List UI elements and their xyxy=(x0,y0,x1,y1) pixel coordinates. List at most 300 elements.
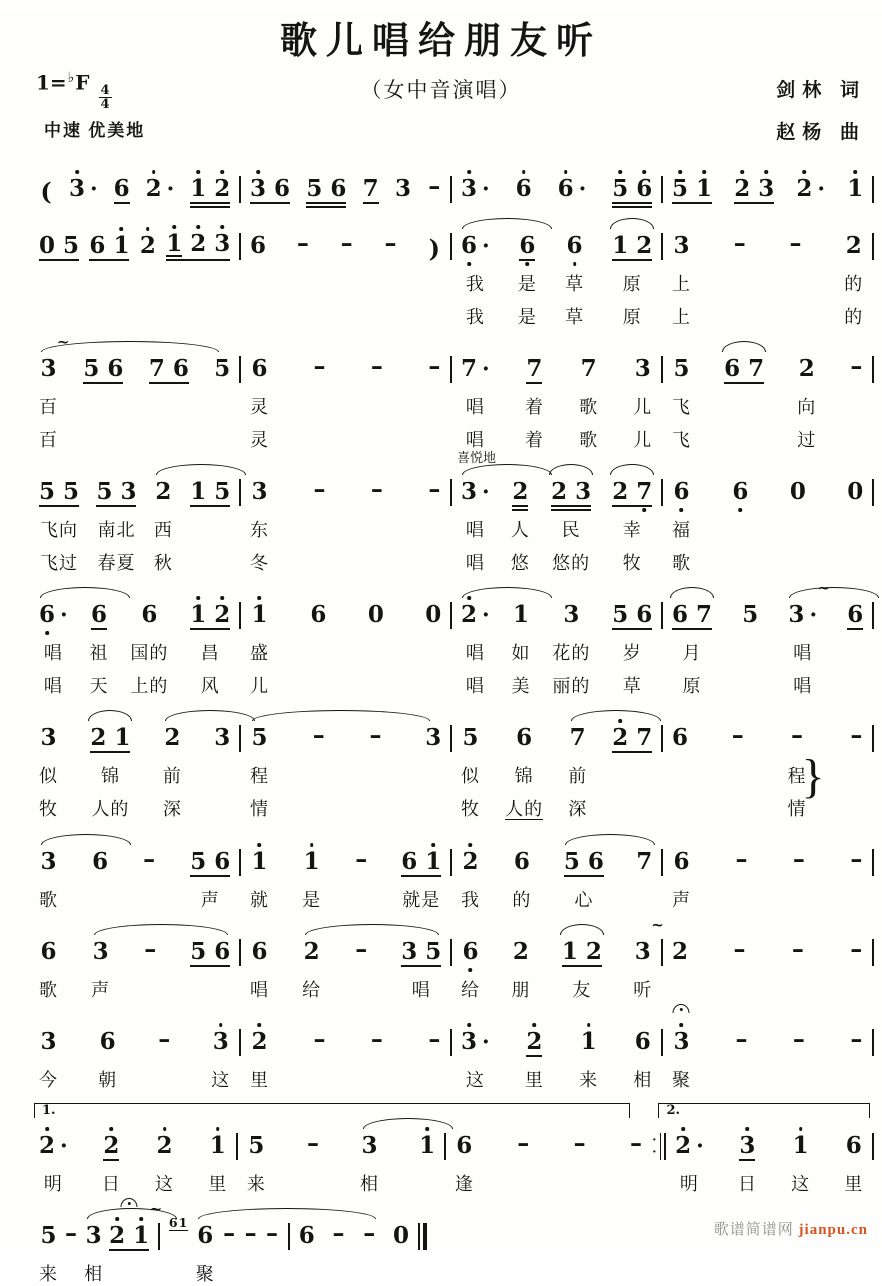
note-token xyxy=(310,586,326,696)
note-digit: 5 xyxy=(40,1222,57,1249)
lyric-syllable xyxy=(316,795,322,819)
lyric-syllable: 程 xyxy=(787,766,807,786)
measure xyxy=(290,1207,418,1284)
slur-arc xyxy=(610,218,654,229)
lyric-syllable xyxy=(432,549,438,573)
note-token xyxy=(39,333,70,450)
lyric-syllable xyxy=(220,795,226,819)
note-digit: 3 xyxy=(68,175,85,202)
note-digit: 0 xyxy=(367,601,384,628)
lyric-syllable xyxy=(220,393,226,417)
note-digit: 5 xyxy=(673,355,690,382)
note-digit: 7 xyxy=(580,355,597,382)
note-digit: 2 xyxy=(798,355,815,382)
duration-dash: – xyxy=(789,217,803,327)
lyric-syllable: 声 xyxy=(672,890,691,910)
measure xyxy=(30,1200,163,1284)
note-digit: 3 xyxy=(394,175,411,202)
measure xyxy=(663,1013,872,1090)
note-digit: 1 xyxy=(133,1222,150,1249)
fermata-icon xyxy=(673,1004,690,1013)
lyric-syllable xyxy=(317,393,323,417)
note-digit: 7 xyxy=(636,478,653,505)
lyric-syllable: 儿 xyxy=(250,676,269,696)
note-token xyxy=(512,586,531,696)
lyric-syllable xyxy=(796,886,802,910)
repeat-barline: · · xyxy=(652,1133,666,1160)
note-digit: 2 xyxy=(156,1132,173,1159)
lyric-syllable xyxy=(68,1260,74,1284)
note-digit: 2 xyxy=(103,1132,120,1159)
note-digit: 6 xyxy=(39,601,56,628)
measure xyxy=(663,160,872,204)
note-digit: 3 xyxy=(361,1132,378,1159)
measure xyxy=(241,923,450,1000)
barline xyxy=(872,725,874,752)
measure xyxy=(241,340,450,450)
note-digit: 0 xyxy=(847,478,864,505)
note-digit: 6 xyxy=(847,601,864,628)
lyric-syllable: 歌 xyxy=(579,430,599,450)
note-digit: 2 xyxy=(845,232,862,259)
note-digit: 7 xyxy=(362,175,379,202)
duration-dash: – xyxy=(734,833,748,910)
note-group xyxy=(190,160,230,204)
measure xyxy=(663,833,872,910)
note-digit: 5 xyxy=(63,232,80,259)
lyric-syllable: 如 xyxy=(511,643,531,663)
lyric-syllable: 唱 xyxy=(793,643,813,663)
lyric-syllable xyxy=(269,1260,275,1284)
lyric-syllable: 祖 xyxy=(89,643,109,663)
note-token xyxy=(98,1013,117,1090)
lyric-syllable: 前 xyxy=(568,766,588,786)
note-digit: 2 xyxy=(139,232,156,259)
lyric-syllable xyxy=(56,303,62,327)
note-digit: 2 xyxy=(90,724,107,751)
measure xyxy=(30,833,239,910)
note-digit: 2 xyxy=(636,232,653,259)
slur-arc xyxy=(462,464,552,475)
measure xyxy=(452,1013,661,1090)
note-token xyxy=(565,217,584,327)
lyric-syllable: 声 xyxy=(200,890,220,910)
note-digit: 6 xyxy=(172,355,189,382)
duration-dash: – xyxy=(143,923,157,1000)
score xyxy=(0,154,882,1284)
staff-system xyxy=(30,1200,427,1284)
note-group xyxy=(612,217,652,327)
lyric-syllable: 上 xyxy=(672,274,691,294)
lyric-syllable: 是 xyxy=(302,890,322,910)
lyric-syllable xyxy=(520,1170,526,1194)
fermata-icon xyxy=(121,1198,138,1207)
note-digit: 5 xyxy=(612,601,629,628)
measure xyxy=(241,1013,450,1090)
staff-system xyxy=(30,579,874,696)
lyric-syllable: 飞向 xyxy=(40,520,79,540)
lyric-syllable xyxy=(374,549,380,573)
volta-bracket: 1. xyxy=(34,1103,630,1118)
barline xyxy=(872,479,874,506)
note-token xyxy=(461,340,490,450)
note-digit: 2 xyxy=(551,478,568,505)
note-digit: 1 xyxy=(425,848,442,875)
note-token xyxy=(39,1013,58,1090)
note-digit: 5 xyxy=(214,355,231,382)
lyric-syllable xyxy=(373,672,379,696)
note-digit: 2 xyxy=(303,938,320,965)
lyric-syllable: 里 xyxy=(844,1174,864,1194)
measure xyxy=(238,1117,444,1194)
lyric-syllable: 唱 xyxy=(465,430,485,450)
note-token xyxy=(250,217,266,327)
staff-system xyxy=(30,833,874,910)
lyric-syllable xyxy=(741,393,747,417)
duration-dash: – xyxy=(362,1207,376,1284)
note-group xyxy=(250,160,290,204)
note-token xyxy=(91,923,110,1000)
lyric-syllable xyxy=(196,303,202,327)
lyric-syllable xyxy=(317,426,323,450)
measure xyxy=(160,1207,288,1284)
note-digit: 1 xyxy=(114,724,131,751)
note-token xyxy=(155,1117,174,1194)
note-digit: 1 xyxy=(190,175,207,202)
lyric-syllable xyxy=(739,1066,745,1090)
duration-dash: – xyxy=(849,833,863,910)
slur-arc xyxy=(560,924,604,935)
measure xyxy=(30,160,239,204)
note-digit: 1 xyxy=(251,601,268,628)
lyric-syllable xyxy=(373,639,379,663)
staff-system xyxy=(30,160,874,204)
note-digit: 2 xyxy=(190,230,207,257)
note-token xyxy=(302,923,321,1000)
duration-dash: – 程 情 } xyxy=(787,720,825,819)
note-digit: 6 xyxy=(197,1222,214,1249)
duration-dash: – xyxy=(573,1117,587,1194)
note-token xyxy=(395,160,411,204)
lyric-syllable: 国的 xyxy=(130,643,169,663)
note-group xyxy=(190,586,230,696)
lyric-syllable: 情 xyxy=(250,799,269,819)
note-token xyxy=(102,1117,121,1194)
lyric-syllable: 草 xyxy=(565,307,585,327)
lyric-syllable: 飞过 xyxy=(40,553,79,573)
staff-system xyxy=(30,916,874,1000)
staff-system xyxy=(30,709,874,820)
note-digit: 5 xyxy=(462,724,479,751)
lyric-syllable: 盛 xyxy=(250,643,269,663)
trill-icon: ~ xyxy=(817,579,831,597)
note-token xyxy=(90,586,109,696)
note-token xyxy=(672,463,691,573)
time-signature-top: 4 xyxy=(100,82,110,98)
note-digit: 2 xyxy=(612,724,629,751)
note-digit: 6 xyxy=(845,1132,862,1159)
lyric-syllable xyxy=(431,762,437,786)
note-group xyxy=(306,160,346,204)
note-digit: 6 xyxy=(92,848,109,875)
note-digit: 1 xyxy=(113,232,130,259)
note-token xyxy=(791,1117,810,1194)
note-token xyxy=(461,709,480,819)
lyric-syllable: 丽的 xyxy=(552,676,591,696)
lyric-syllable: 昌 xyxy=(200,643,220,663)
note-digit: 1 xyxy=(792,1132,809,1159)
lyric-syllable: 西 xyxy=(153,520,173,540)
watermark-url: jianpu.cn xyxy=(798,1222,868,1238)
lyric-syllable xyxy=(316,639,322,663)
note-digit: 3 xyxy=(461,175,478,202)
note-token xyxy=(579,340,598,450)
note-digit: 6 xyxy=(462,938,479,965)
lyric-syllable xyxy=(147,976,153,1000)
note-token xyxy=(425,709,441,819)
note-digit: 6 xyxy=(214,848,231,875)
lyric-syllable: 歌 xyxy=(672,553,691,573)
slur-arc xyxy=(462,218,552,229)
note-group xyxy=(190,833,230,910)
duration-dash: – xyxy=(849,709,863,819)
duration-dash: – xyxy=(354,923,368,1000)
note-digit: 3 xyxy=(214,230,231,257)
lyric-syllable xyxy=(431,795,437,819)
note-digit: 5 xyxy=(251,724,268,751)
lyric-syllable xyxy=(735,795,741,819)
lyric-syllable: 心 xyxy=(574,890,594,910)
note-digit: 6 xyxy=(516,724,533,751)
final-barline xyxy=(418,1223,427,1250)
augmentation-dot: · xyxy=(817,176,826,202)
note-token xyxy=(419,1117,435,1194)
note-token xyxy=(525,1013,544,1090)
duration-dash: – xyxy=(428,171,441,200)
lyric-syllable xyxy=(432,303,438,327)
lyric-syllable xyxy=(737,303,743,327)
rest-note xyxy=(425,586,441,696)
lyric-syllable: 就 xyxy=(250,890,269,910)
note-token xyxy=(299,1207,315,1284)
note-digit: 3 xyxy=(401,938,418,965)
measure xyxy=(241,217,450,327)
lyric-syllable: 民 xyxy=(561,520,581,540)
note-group xyxy=(562,923,602,1000)
volta-bracket: 2. xyxy=(658,1103,870,1118)
note-group xyxy=(672,160,712,204)
duration-dash: – xyxy=(312,463,326,573)
lyric-syllable xyxy=(176,1260,182,1284)
note-digit: 7 xyxy=(461,355,478,382)
note-digit: 0 xyxy=(425,601,442,628)
note-group xyxy=(564,833,604,910)
lyric-syllable xyxy=(107,270,113,294)
lyric-syllable xyxy=(101,426,107,450)
note-token xyxy=(672,833,691,910)
note-token xyxy=(211,1013,230,1090)
lyric-syllable: 给 xyxy=(461,980,480,1000)
note-digit: 6 xyxy=(515,175,532,202)
measure xyxy=(30,1013,239,1090)
note-digit: 3 xyxy=(461,478,478,505)
note-token xyxy=(461,160,490,204)
lyric-syllable xyxy=(317,516,323,540)
lyric-syllable: 的 xyxy=(844,274,864,294)
duration-dash: – xyxy=(791,923,805,1000)
lyric-syllable xyxy=(432,426,438,450)
note-token xyxy=(250,709,269,819)
note-digit: 1 xyxy=(303,848,320,875)
staff-system xyxy=(30,1103,874,1194)
barline xyxy=(872,939,874,966)
note-digit: 5 xyxy=(672,175,689,202)
watermark-site: 歌谱简谱网 xyxy=(713,1222,794,1238)
lyric-syllable xyxy=(317,1066,323,1090)
note-digit: 6 xyxy=(89,232,106,259)
note-token xyxy=(250,463,269,573)
measure xyxy=(452,160,661,204)
composer-credit: 赵杨 曲 xyxy=(776,121,866,143)
note-digit: 6 xyxy=(566,232,583,259)
lyric-syllable xyxy=(107,303,113,327)
lyric-syllable xyxy=(854,886,860,910)
lyric-syllable xyxy=(747,639,753,663)
credits xyxy=(776,70,866,154)
measure xyxy=(30,709,239,819)
lyric-syllable: 着 xyxy=(524,430,544,450)
verse-brace: } xyxy=(801,750,825,803)
note-digit: 3 xyxy=(673,1028,690,1055)
note-token xyxy=(250,340,269,450)
note-digit: 3 xyxy=(634,355,651,382)
note-token xyxy=(579,1013,598,1090)
note-token xyxy=(511,923,530,1000)
lyric-syllable xyxy=(677,795,683,819)
rest-note xyxy=(847,463,863,573)
lyric-syllable xyxy=(166,393,172,417)
lyric-syllable: 是 xyxy=(517,274,537,294)
note-digit: 3 xyxy=(120,478,137,505)
note-token xyxy=(196,1207,215,1284)
lyric-syllable: 东 xyxy=(250,520,269,540)
lyric-syllable: 过 xyxy=(797,430,817,450)
flat-sign: ♭ xyxy=(67,70,75,86)
note-group xyxy=(166,217,230,327)
barline xyxy=(872,176,874,203)
note-digit: 3 xyxy=(758,175,775,202)
measure xyxy=(452,586,661,696)
lyric-syllable: 向 xyxy=(797,397,817,417)
note-digit: 2 xyxy=(145,175,162,202)
note-token xyxy=(39,923,58,1000)
note-token xyxy=(672,340,691,450)
lyric-syllable xyxy=(196,270,202,294)
note-digit: 2 xyxy=(214,175,231,202)
lyric-syllable xyxy=(398,1260,404,1284)
note-digit: 7 xyxy=(569,724,586,751)
note-digit: 3 xyxy=(575,478,592,505)
lyric-syllable xyxy=(166,426,172,450)
note-digit: 6 xyxy=(724,355,741,382)
slur-arc xyxy=(41,834,131,845)
duration-dash: – xyxy=(340,217,354,327)
note-token xyxy=(738,1117,757,1194)
lyric-syllable: 风 xyxy=(200,676,220,696)
note-token xyxy=(140,217,156,327)
sheet-music-page xyxy=(0,10,882,1284)
note-digit: 6 xyxy=(251,938,268,965)
note-digit: 6 xyxy=(401,848,418,875)
trill-icon: ~ xyxy=(56,333,70,351)
note-digit: 5 xyxy=(612,175,629,202)
rest-note xyxy=(368,586,384,696)
lyric-syllable xyxy=(316,762,322,786)
lyric-syllable: 深 xyxy=(568,799,588,819)
measure xyxy=(663,579,872,696)
augmentation-dot: · xyxy=(482,233,490,259)
note-token xyxy=(39,1207,58,1284)
note-digit: 1 xyxy=(580,1028,597,1055)
note-digit: 5 xyxy=(63,478,80,505)
barline xyxy=(872,849,874,876)
lyric-syllable: 似 xyxy=(39,766,58,786)
measure xyxy=(452,217,661,327)
lyric-syllable: 上 xyxy=(672,307,691,327)
duration-dash: – xyxy=(157,1013,171,1090)
lyric-syllable: 南北 xyxy=(97,520,136,540)
grace-note xyxy=(169,1207,188,1284)
duration-dash: – xyxy=(296,217,310,327)
slur-arc xyxy=(252,710,430,721)
note-digit: 2 xyxy=(675,1132,692,1159)
staff-system xyxy=(30,1013,874,1090)
note-digit: 6 xyxy=(513,848,530,875)
lyric-syllable xyxy=(374,393,380,417)
augmentation-dot: · xyxy=(482,176,490,202)
augmentation-dot: · xyxy=(482,479,490,505)
duration-dash: – xyxy=(370,340,384,450)
lyric-syllable: 来 xyxy=(579,1070,599,1090)
note-digit: 3 xyxy=(40,355,57,382)
lyric-syllable xyxy=(374,1066,380,1090)
lyric-syllable xyxy=(854,762,860,786)
lyric-syllable xyxy=(310,1170,316,1194)
note-group xyxy=(190,923,230,1000)
lyric-syllable xyxy=(358,976,364,1000)
lyric-syllable: 儿 xyxy=(633,397,653,417)
note-token xyxy=(39,833,58,910)
note-group xyxy=(109,1200,163,1284)
augmentation-dot: · xyxy=(166,176,175,202)
note-digit: 2 xyxy=(612,478,629,505)
lyric-syllable xyxy=(248,1260,254,1284)
lyric-syllable: 飞 xyxy=(672,430,691,450)
note-digit: 2 xyxy=(585,938,602,965)
note-group xyxy=(89,217,129,327)
lyric-syllable: 原 xyxy=(622,307,642,327)
lyric-syllable xyxy=(145,303,151,327)
note-group xyxy=(39,463,79,573)
lyric-syllable xyxy=(853,639,859,663)
lyric-syllable xyxy=(431,639,437,663)
note-token xyxy=(214,709,230,819)
duration-dash: – xyxy=(370,463,384,573)
parenthesis: ) xyxy=(427,217,441,327)
measure xyxy=(452,833,661,910)
note-group xyxy=(511,463,530,573)
watermark xyxy=(714,1218,868,1239)
